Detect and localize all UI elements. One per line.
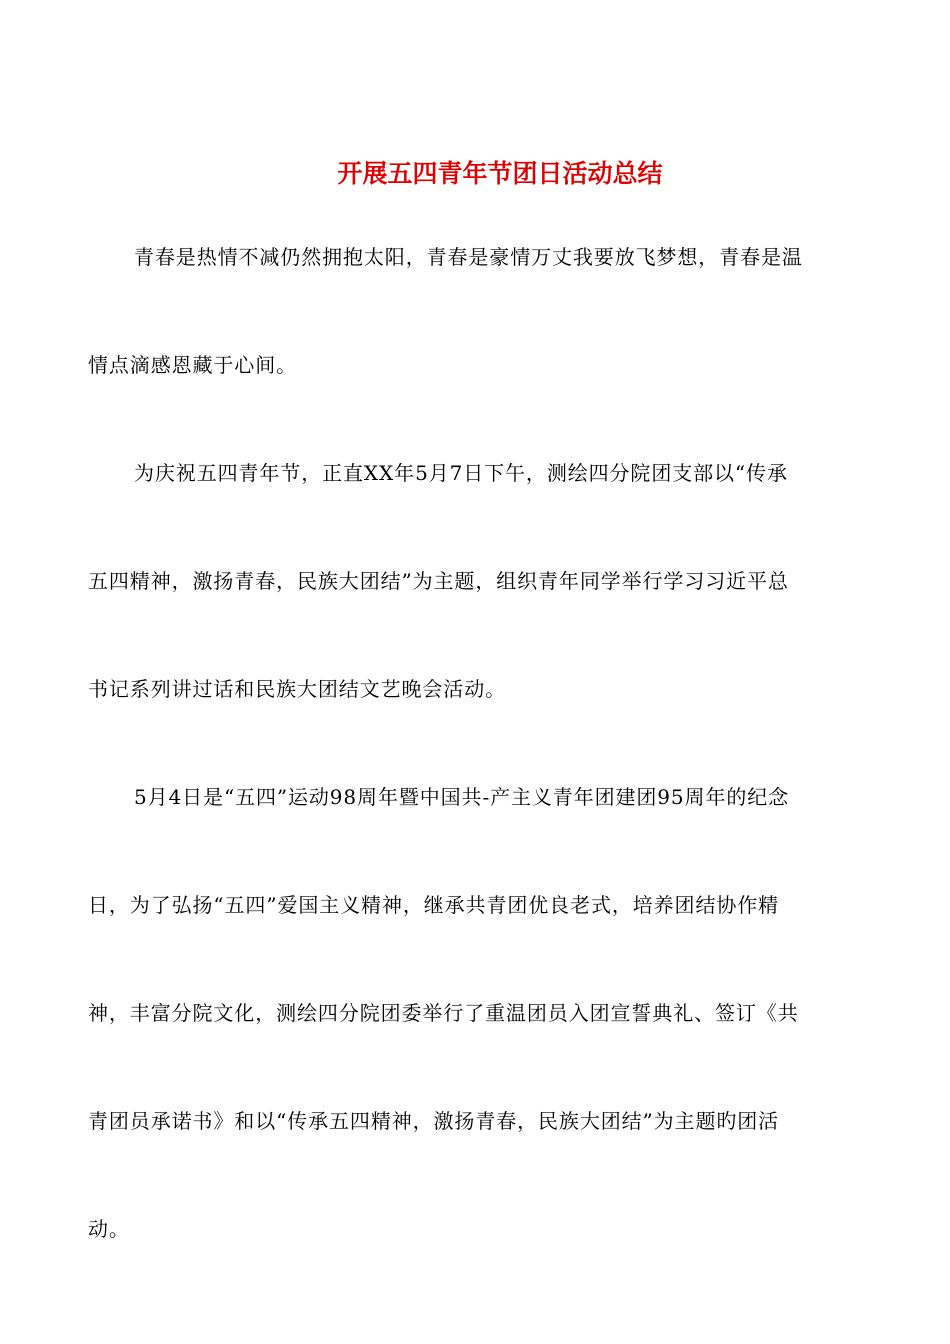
- paragraph-3-line-3: 神，丰富分院文化，测绘四分院团委举行了重温团员入团宣誓典礼、签订《共: [88, 1001, 799, 1025]
- paragraph-1-line-1: 青春是热情不减仍然拥抱太阳，青春是豪情万丈我要放飞梦想，青春是温: [134, 245, 803, 269]
- paragraph-3-line-4: 青团员承诺书》和以“传承五四精神，激扬青春，民族大团结”为主题旳团活: [88, 1109, 780, 1133]
- document-title: 开展五四青年节团日活动总结: [337, 159, 663, 188]
- paragraph-3-line-1: 5月4日是“五四”运动98周年暨中国共-产主义青年团建团95周年的纪念: [134, 785, 790, 809]
- paragraph-1-line-2: 情点滴感恩藏于心间。: [88, 353, 297, 377]
- paragraph-2-line-1: 为庆祝五四青年节，正直XX年5月7日下午，测绘四分院团支部以“传承: [134, 461, 788, 485]
- paragraph-2-line-3: 书记系列讲过话和民族大团结文艺晚会活动。: [88, 677, 506, 701]
- paragraph-2-line-2: 五四精神，激扬青春，民族大团结”为主题，组织青年同学举行学习习近平总: [88, 569, 789, 593]
- paragraph-3-line-2: 日，为了弘扬“五四”爱国主义精神，继承共青团优良老式，培养团结协作精: [88, 893, 780, 917]
- paragraph-3-line-5: 动。: [88, 1217, 130, 1241]
